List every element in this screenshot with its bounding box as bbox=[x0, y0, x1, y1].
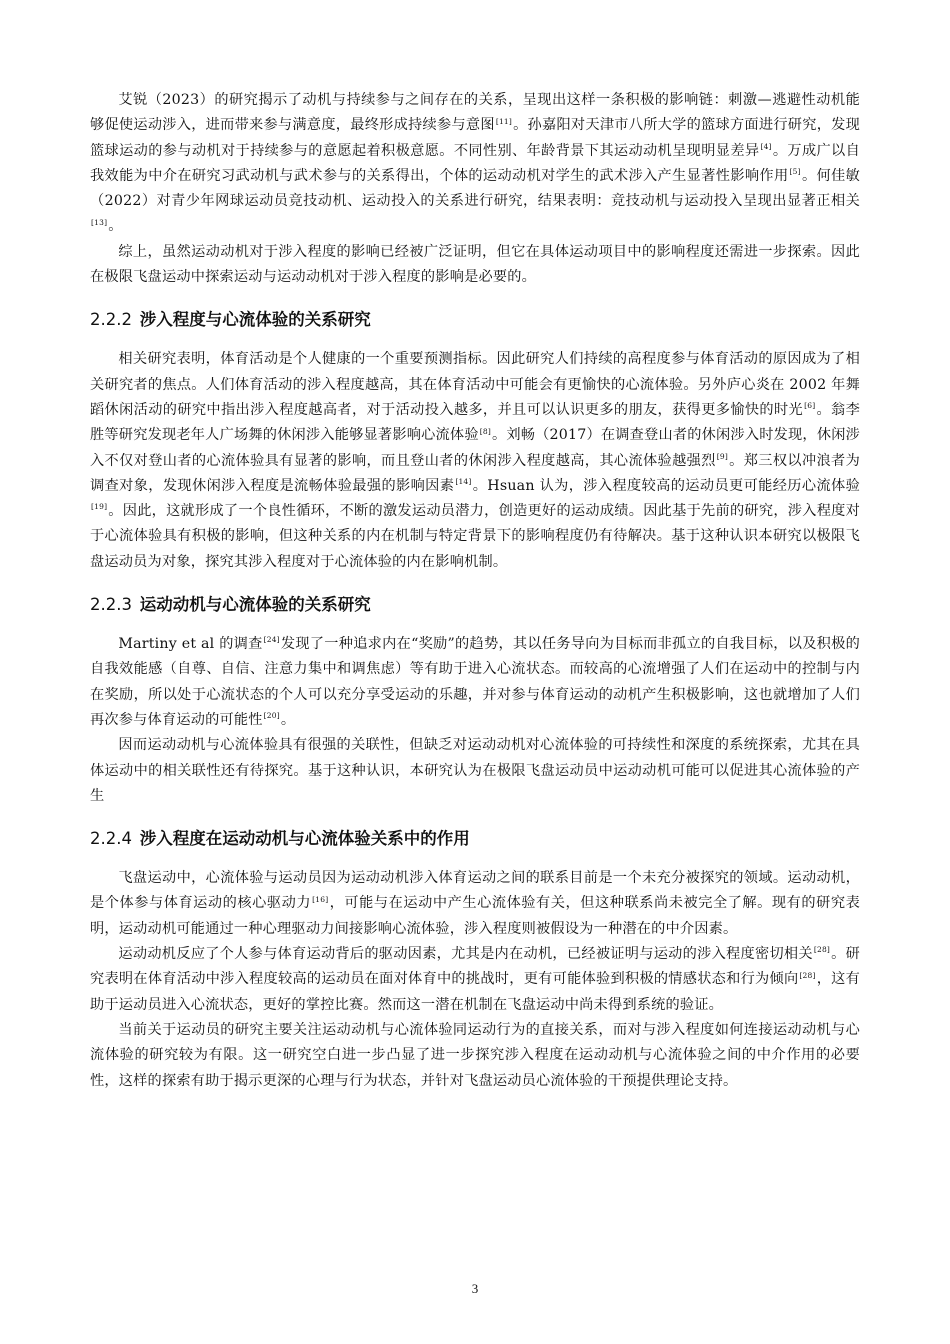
citation-ref: [4] bbox=[760, 141, 772, 151]
body-text bbox=[90, 88, 860, 1094]
section-heading bbox=[90, 307, 860, 333]
text-run: 。Hsuan 认为，涉入程度较高的运动员更可能经历心流体验 bbox=[472, 477, 860, 494]
text-run: 。翁李胜等研究发现老年人广场舞的休闲涉入能够显著影响心流体验 bbox=[90, 401, 860, 444]
section-number: 2.2.4 bbox=[90, 829, 132, 849]
paragraph bbox=[90, 240, 860, 291]
text-run: 艾锐（2023）的研究揭示了动机与持续参与之间存在的关系，呈现出这样一条积极的影响链：刺激—逃避性动机能够促使运动涉入，进而带来参与满意度，最终形成持续参与意图 bbox=[90, 92, 860, 134]
paragraph bbox=[90, 88, 860, 240]
citation-ref: [20] bbox=[263, 711, 280, 721]
citation-ref: [11] bbox=[495, 116, 513, 126]
section-title: 涉入程度与心流体验的关系研究 bbox=[139, 310, 371, 330]
section-heading bbox=[90, 826, 860, 852]
citation-ref: [8] bbox=[479, 426, 491, 436]
text-run: 。 bbox=[280, 711, 296, 728]
section-heading bbox=[90, 592, 860, 618]
section-number: 2.2.3 bbox=[90, 595, 132, 615]
paragraph bbox=[90, 733, 860, 809]
text-run: 。郑三权以冲浪者为调查对象，发现休闲涉入程度是流畅体验最强的影响因素 bbox=[90, 452, 860, 494]
text-run: 相关研究表明，体育活动是个人健康的一个重要预测指标。因此研究人们持续的高程度参与体育活动的原因成为了相关研究者的焦点。人们体育活动的涉入程度越高，其在体育活动中可能会有更愉快的心流体验。另外庐心炎在 2002 年舞蹈休闲活动的研究中指出涉入程度越高者，对于活动投入越多，并且可以认识更多的朋友，获得更多愉快的时光 bbox=[90, 351, 860, 418]
section-number: 2.2.2 bbox=[90, 310, 132, 330]
section-title: 运动动机与心流体验的关系研究 bbox=[139, 595, 371, 615]
text-run: 。因此，这就形成了一个良性循环，不断的激发运动员潜力，创造更好的运动成绩。因此基于先前的研究，涉入程度对于心流体验具有积极的影响，但这种关系的内在机制与特定背景下的影响程度仍有待解决。基于这种认识本研究以极限飞盘运动员为对象，探究其涉入程度对于心流体验的内在影响机制。 bbox=[90, 503, 860, 570]
citation-ref: [28] bbox=[799, 970, 816, 980]
citation-ref: [9] bbox=[716, 451, 729, 461]
citation-ref: [13] bbox=[91, 217, 108, 227]
text-run: ，这有助于运动员进入心流状态，更好的掌控比赛。然而这一潜在机制在飞盘运动中尚未得到系统的验证。 bbox=[90, 971, 860, 1013]
section-title: 涉入程度在运动动机与心流体验关系中的作用 bbox=[139, 829, 470, 849]
paragraph bbox=[90, 632, 860, 733]
citation-ref: [14] bbox=[455, 477, 472, 487]
text-run: 综上，虽然运动动机对于涉入程度的影响已经被广泛证明，但它在具体运动项目中的影响程度还需进一步探索。因此在极限飞盘运动中探索运动与运动动机对于涉入程度的影响是必要的。 bbox=[90, 243, 860, 286]
paragraph bbox=[90, 347, 860, 575]
citation-ref: [24] bbox=[263, 635, 280, 645]
text-run: 因而运动动机与心流体验具有很强的关联性，但缺乏对运动动机对心流体验的可持续性和深度的系统探索，尤其在具体运动中的相关联性还有待探究。基于这种认识，本研究认为在极限飞盘运动员中运动动机可能可以促进其心流体验的产生 bbox=[90, 737, 860, 804]
text-run: 发现了一种追求内在“奖励”的趋势，其以任务导向为目标而非孤立的自我目标，以及积极的自我效能感（自尊、自信、注意力集中和调焦虑）等有助于进入心流状态。而较高的心流增强了人们在运动中的控制与内在奖励，所以处于心流状态的个人可以充分享受运动的乐趣，并对参与体育运动的动机产生积极影响，这也就增加了人们再次参与体育运动的可能性 bbox=[90, 636, 860, 728]
text-run: 。何佳敏（2022）对青少年网球运动员竞技动机、运动投入的关系进行研究，结果表明：竞技动机与运动投入呈现出显著正相关 bbox=[90, 167, 860, 210]
text-run: 运动动机反应了个人参与体育运动背后的驱动因素，尤其是内在动机，已经被证明与运动的涉入程度密切相关 bbox=[118, 946, 813, 963]
text-run: 。 bbox=[108, 218, 123, 235]
page-number: 3 bbox=[471, 1281, 479, 1296]
text-run: ，可能与在运动中产生心流体验有关，但这种联系尚未被完全了解。现有的研究表明，运动动机可能通过一种心理驱动力间接影响心流体验，涉入程度则被假设为一种潜在的中介因素。 bbox=[90, 895, 860, 937]
paragraph bbox=[90, 866, 860, 942]
text-run: 当前关于运动员的研究主要关注运动动机与心流体验同运动行为的直接关系，而对与涉入程度如何连接运动动机与心流体验的研究较为有限。这一研究空白进一步凸显了进一步探究涉入程度在运动动机与心流体验之间的中介作用的必要性，这样的探索有助于揭示更深的心理与行为状态，并针对飞盘运动员心流体验的干预提供理论支持。 bbox=[90, 1021, 860, 1089]
citation-ref: [5] bbox=[789, 167, 801, 177]
text-run: 。孙嘉阳对天津市八所大学的篮球方面进行研究，发现篮球运动的参与动机对于持续参与的意愿起着积极意愿。不同性别、年龄背景下其运动动机呈现明显差异 bbox=[90, 117, 860, 159]
citation-ref: [28] bbox=[813, 945, 831, 955]
paragraph bbox=[90, 942, 860, 1018]
citation-ref: [6] bbox=[804, 401, 816, 411]
text-run: Martiny et al 的调查 bbox=[118, 636, 263, 653]
text-run: 。万成广以自我效能为中介在研究习武动机与武术参与的关系得出，个体的运动动机对学生的武术涉入产生显著性影响作用 bbox=[90, 142, 860, 184]
text-run: 。刘畅（2017）在调查登山者的休闲涉入时发现，休闲涉入不仅对登山者的心流体验具有显著的影响，而且登山者的休闲涉入程度越高，其心流体验越强烈 bbox=[90, 427, 860, 469]
text-run: 飞盘运动中，心流体验与运动员因为运动动机涉入体育运动之间的联系目前是一个未充分被探究的领域。运动动机，是个体参与体育运动的核心驱动力 bbox=[90, 870, 860, 912]
citation-ref: [19] bbox=[91, 502, 108, 512]
paragraph bbox=[90, 1018, 860, 1094]
text-run: 。研究表明在体育活动中涉入程度较高的运动员在面对体育中的挑战时，更有可能体验到积极的情感状态和行为倾向 bbox=[90, 946, 860, 988]
citation-ref: [16] bbox=[312, 894, 329, 904]
